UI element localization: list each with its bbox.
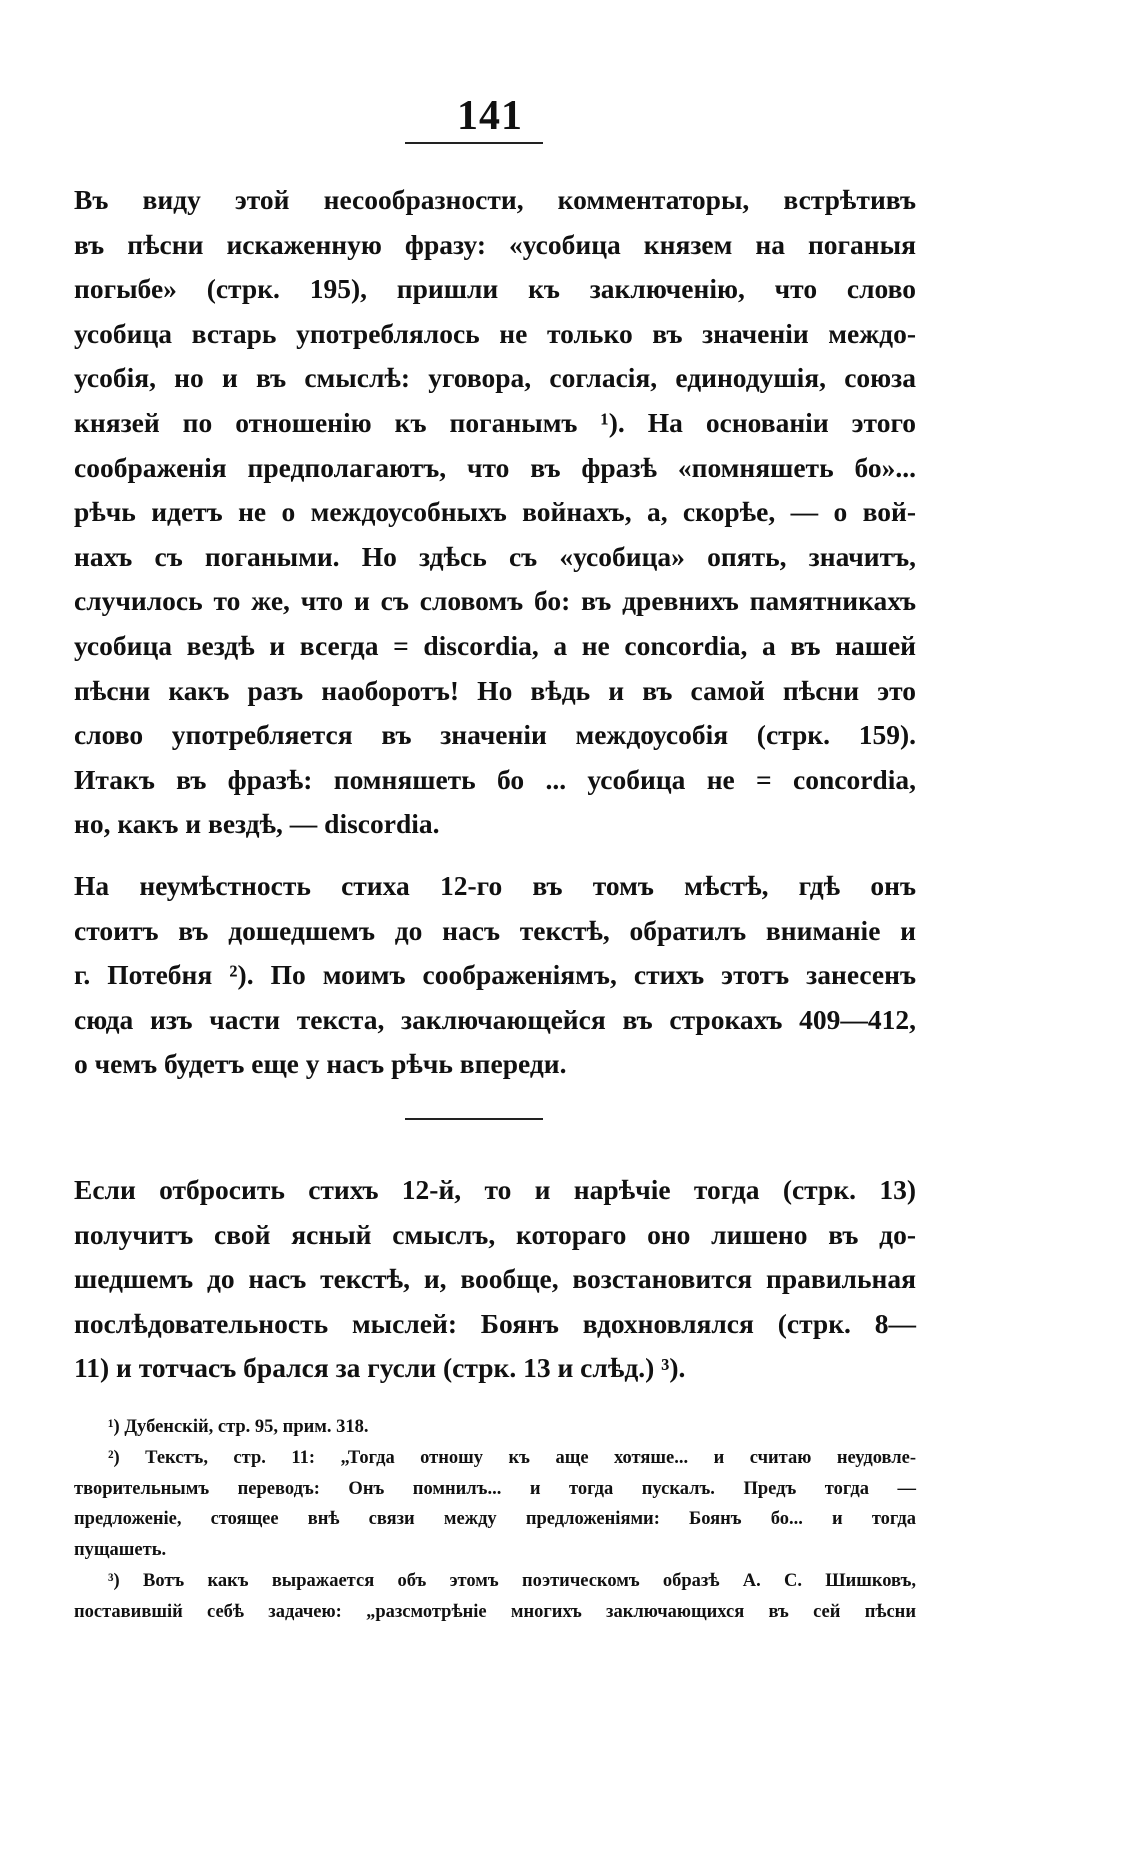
footnote-line: ³) Вотъ какъ выражается объ этомъ поэтическомъ образѣ А. С. Шишковъ, <box>108 1570 916 1591</box>
text-line: но, какъ и вездѣ, — discordia. <box>74 808 440 840</box>
footnote-line: творительнымъ переводъ: Онъ помнилъ... и тогда пускалъ. Предъ тогда — <box>74 1478 916 1499</box>
text-line: князей по отношенію къ поганымъ ¹). На основаніи этого <box>74 406 916 438</box>
text-line: пѣсни какъ разъ наоборотъ! Но вѣдь и въ самой пѣсни это <box>74 674 916 706</box>
section-divider <box>405 1118 543 1120</box>
footnotes <box>74 1412 916 1628</box>
page-number-rule <box>405 142 543 144</box>
footnote-3-cont <box>74 1597 916 1628</box>
footnote-line: пущашеть. <box>74 1540 167 1561</box>
text-line: Если отбросить стихъ 12-й, то и нарѣчіе тогда (стрк. 13) <box>74 1174 916 1205</box>
footnote-line: предложеніе, стоящее внѣ связи между предложеніями: Боянъ бо... и тогда <box>74 1509 916 1530</box>
text-line: Итакъ въ фразѣ: помняшеть бо ... усобица не = concordia, <box>74 763 916 795</box>
text-line: получитъ свой ясный смыслъ, котораго оно лишено въ до- <box>74 1218 916 1250</box>
text-line: слово употребляется въ значеніи междоусобія (стрк. 159). <box>74 719 916 751</box>
footnote-line: ²) Текстъ, стр. 11: „Тогда отношу къ аще хотяше... и считаю неудовле- <box>108 1447 916 1468</box>
text-line: шедшемъ до насъ текстѣ, и, вообще, возстановится правильная <box>74 1263 916 1295</box>
text-line: нахъ съ погаными. Но здѣсь съ «усобица» опять, значитъ, <box>74 540 916 572</box>
text-line: усобица встарь употреблялось не только въ значеніи междо- <box>74 317 916 349</box>
text-line: случилось то же, что и съ словомъ бо: въ древнихъ памятникахъ <box>74 585 916 617</box>
text-line: погыбе» (стрк. 195), пришли къ заключенію, что слово <box>74 273 916 305</box>
text-line: г. Потебня ²). По моимъ соображеніямъ, стихъ этотъ занесенъ <box>74 959 916 991</box>
text-line: послѣдовательность мыслей: Боянъ вдохновлялся (стрк. 8— <box>74 1307 916 1339</box>
text-line: въ пѣсни искаженную фразу: «усобица князем на поганыя <box>74 228 916 260</box>
footnote-3 <box>74 1566 916 1597</box>
text-line: Въ виду этой несообразности, комментаторы, встрѣтивъ <box>74 184 916 215</box>
text-line: соображенія предполагаютъ, что въ фразѣ «помняшеть бо»... <box>74 451 916 483</box>
paragraph-1 <box>74 178 916 847</box>
paragraph-2 <box>74 864 916 1087</box>
footnote-1 <box>74 1412 916 1443</box>
text-line: 11) и тотчасъ брался за гусли (стрк. 13 и слѣд.) ³). <box>74 1352 686 1384</box>
page-number: 141 <box>457 93 523 139</box>
footnote-line: поставившій себѣ задачею: „разсмотрѣніе многихъ заключающихся въ сей пѣсни <box>74 1601 916 1622</box>
footnote-2 <box>74 1443 916 1474</box>
footnote-line: ¹) Дубенскій, стр. 95, прим. 318. <box>108 1417 369 1437</box>
text-line: На неумѣстность стиха 12-го въ томъ мѣстѣ, гдѣ онъ <box>74 870 916 901</box>
text-line: рѣчь идетъ не о междоусобныхъ войнахъ, а, скорѣе, — о вой- <box>74 496 916 528</box>
text-line: усобица вездѣ и всегда = discordia, а не concordia, а въ нашей <box>74 629 916 661</box>
text-line: о чемъ будетъ еще у насъ рѣчь впереди. <box>74 1048 567 1080</box>
footnote-2-cont <box>74 1474 916 1566</box>
paragraph-3 <box>74 1168 916 1391</box>
text-line: усобія, но и въ смыслѣ: уговора, согласія, единодушія, союза <box>74 362 916 394</box>
text-line: сюда изъ части текста, заключающейся въ строкахъ 409—412, <box>74 1003 916 1035</box>
text-line: стоитъ въ дошедшемъ до насъ текстѣ, обратилъ вниманіе и <box>74 914 916 946</box>
